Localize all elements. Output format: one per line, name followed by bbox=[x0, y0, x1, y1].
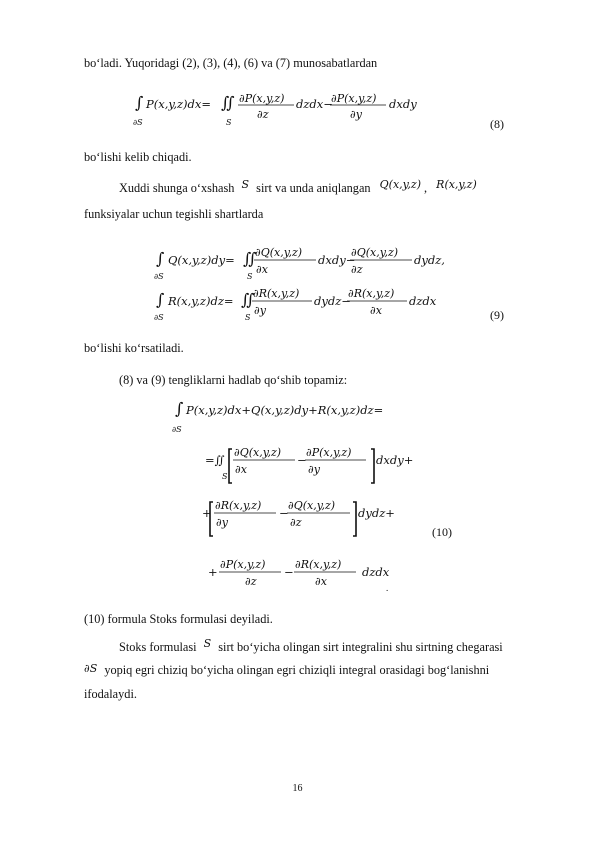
svg-text:∫: ∫ bbox=[135, 93, 144, 112]
svg-text:∬: ∬ bbox=[243, 249, 257, 268]
svg-text:dxdy−: dxdy− bbox=[318, 253, 356, 267]
svg-text:−: − bbox=[297, 453, 307, 467]
equation-number-9: (9) bbox=[490, 308, 504, 322]
svg-text:∂y: ∂y bbox=[308, 463, 320, 476]
math-symbol-s: S bbox=[241, 178, 250, 191]
math-function-r: R(x,y,z) bbox=[436, 178, 477, 191]
svg-text:∂P(x,y,z): ∂P(x,y,z) bbox=[306, 446, 352, 459]
paragraph-line: ifodalaydi. bbox=[84, 687, 137, 701]
paragraph-line bbox=[119, 178, 477, 196]
equation-end-dot: . bbox=[386, 583, 389, 593]
equation-9-graphic bbox=[150, 234, 450, 324]
svg-text:+: + bbox=[208, 565, 218, 579]
page-number: 16 bbox=[292, 783, 303, 794]
svg-text:P(x,y,z)dx=: P(x,y,z)dx= bbox=[146, 97, 212, 111]
svg-text:S: S bbox=[245, 313, 251, 322]
svg-text:∂S: ∂S bbox=[133, 118, 143, 127]
svg-text:Q(x,y,z)dy=: Q(x,y,z)dy= bbox=[168, 253, 235, 267]
svg-text:∂S: ∂S bbox=[154, 272, 164, 281]
svg-text:dydz,: dydz, bbox=[414, 253, 445, 267]
svg-text:∂Q(x,y,z): ∂Q(x,y,z) bbox=[255, 246, 303, 259]
svg-text:∂R(x,y,z): ∂R(x,y,z) bbox=[253, 287, 300, 300]
math-symbol-s: S bbox=[203, 637, 212, 650]
equation-8-graphic bbox=[133, 86, 423, 130]
svg-text:∂R(x,y,z): ∂R(x,y,z) bbox=[295, 558, 342, 571]
svg-text:S: S bbox=[222, 472, 228, 481]
paragraph-line bbox=[119, 637, 503, 655]
svg-text:∬: ∬ bbox=[241, 290, 255, 309]
svg-text:∂z: ∂z bbox=[257, 108, 269, 121]
svg-text:P(x,y,z)dx+Q(x,y,z)dy+R(x,y,z): P(x,y,z)dx+Q(x,y,z)dy+R(x,y,z)dz= bbox=[186, 403, 384, 417]
svg-text:=∬: =∬ bbox=[205, 453, 225, 467]
text-segment: sirt va unda aniqlangan bbox=[256, 181, 371, 195]
text-segment: sirt bo‘yicha olingan sirt integralini shu sirtning chegarasi bbox=[218, 640, 503, 654]
equation-10-graphic bbox=[170, 396, 430, 596]
equation-8 bbox=[133, 86, 423, 130]
svg-text:∂P(x,y,z): ∂P(x,y,z) bbox=[331, 92, 377, 105]
paragraph-line: bo‘lishi kelib chiqadi. bbox=[84, 150, 192, 164]
svg-text:∂P(x,y,z): ∂P(x,y,z) bbox=[220, 558, 266, 571]
text-segment: Xuddi shunga o‘xshash bbox=[119, 181, 235, 195]
text-segment: Stoks formulasi bbox=[119, 640, 197, 654]
svg-text:∬: ∬ bbox=[221, 93, 235, 112]
svg-text:∂x: ∂x bbox=[315, 575, 327, 588]
svg-text:∂Q(x,y,z): ∂Q(x,y,z) bbox=[234, 446, 282, 459]
svg-text:−: − bbox=[284, 565, 294, 579]
svg-text:∂R(x,y,z): ∂R(x,y,z) bbox=[348, 287, 395, 300]
paragraph-line: bo‘lishi ko‘rsatiladi. bbox=[84, 341, 184, 355]
svg-text:dzdx−: dzdx− bbox=[296, 97, 333, 111]
svg-text:∂z: ∂z bbox=[351, 263, 363, 276]
paragraph-line: bo‘ladi. Yuqoridagi (2), (3), (4), (6) va (7) munosabatlardan bbox=[84, 56, 378, 70]
svg-text:dydz−: dydz− bbox=[314, 294, 351, 308]
paragraph-line: (10) formula Stoks formulasi deyiladi. bbox=[84, 612, 273, 626]
math-function-q: Q(x,y,z) bbox=[379, 178, 421, 191]
svg-text:∫: ∫ bbox=[156, 249, 165, 268]
svg-text:∂x: ∂x bbox=[370, 304, 382, 317]
svg-text:∂R(x,y,z): ∂R(x,y,z) bbox=[215, 499, 262, 512]
equation-9 bbox=[150, 234, 450, 324]
svg-text:R(x,y,z)dz=: R(x,y,z)dz= bbox=[168, 294, 234, 308]
svg-text:∂x: ∂x bbox=[235, 463, 247, 476]
svg-text:∂y: ∂y bbox=[350, 108, 362, 121]
svg-text:∂S: ∂S bbox=[154, 313, 164, 322]
equation-number-10: (10) bbox=[432, 525, 452, 539]
paragraph-line bbox=[84, 663, 489, 678]
math-symbol-boundary: ∂S bbox=[84, 662, 98, 675]
svg-text:∂y: ∂y bbox=[216, 516, 228, 529]
text-segment: yopiq egri chiziq bo‘yicha olingan egri chiziqli integral orasidagi bog‘lanishni bbox=[104, 663, 490, 677]
svg-text:dydz+: dydz+ bbox=[358, 506, 395, 520]
svg-text:∂z: ∂z bbox=[245, 575, 257, 588]
svg-text:S: S bbox=[226, 118, 232, 127]
svg-text:+: + bbox=[202, 506, 212, 520]
svg-text:∂Q(x,y,z): ∂Q(x,y,z) bbox=[288, 499, 336, 512]
comma: , bbox=[424, 181, 428, 195]
svg-text:dxdy: dxdy bbox=[389, 97, 417, 111]
svg-text:∂y: ∂y bbox=[254, 304, 266, 317]
paragraph-line: (8) va (9) tengliklarni hadlab qo‘shib topamiz: bbox=[119, 373, 348, 387]
svg-text:dzdx: dzdx bbox=[409, 294, 437, 308]
equation-number-8: (8) bbox=[490, 117, 504, 131]
svg-text:∂Q(x,y,z): ∂Q(x,y,z) bbox=[351, 246, 399, 259]
svg-text:−: − bbox=[279, 506, 289, 520]
svg-text:∂z: ∂z bbox=[290, 516, 302, 529]
svg-text:∂x: ∂x bbox=[256, 263, 268, 276]
svg-text:dxdy+: dxdy+ bbox=[376, 453, 414, 467]
svg-text:S: S bbox=[247, 272, 253, 281]
svg-text:∫: ∫ bbox=[156, 290, 165, 309]
svg-text:∂P(x,y,z): ∂P(x,y,z) bbox=[239, 92, 285, 105]
svg-text:∫: ∫ bbox=[175, 399, 184, 418]
svg-text:∂S: ∂S bbox=[172, 425, 182, 434]
paragraph-line: funksiyalar uchun tegishli shartlarda bbox=[84, 207, 264, 221]
svg-text:dzdx: dzdx bbox=[362, 565, 390, 579]
equation-10 bbox=[170, 396, 430, 596]
